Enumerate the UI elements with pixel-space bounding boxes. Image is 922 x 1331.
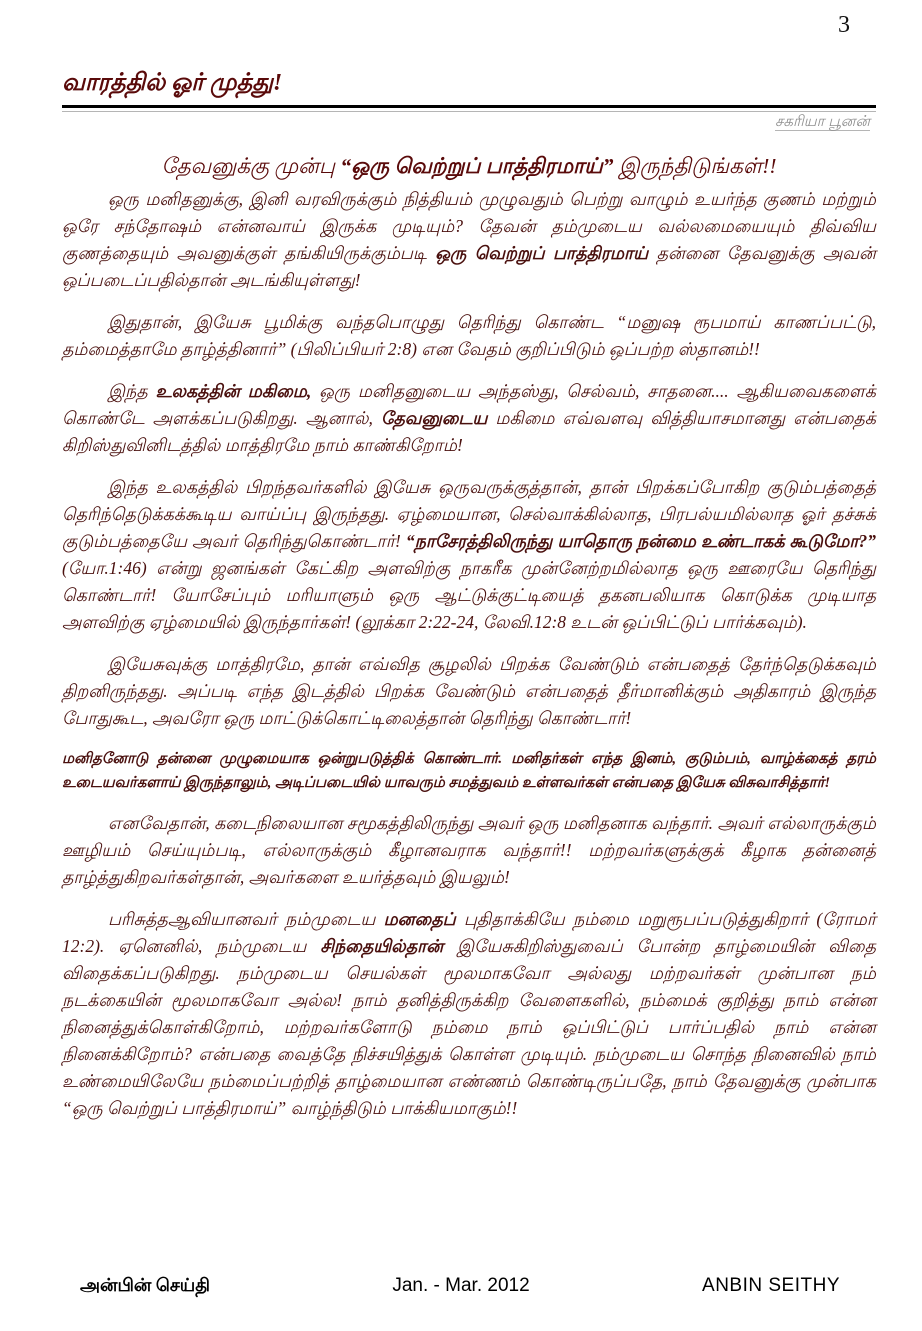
text-segment: மனிதனோடு தன்னை முழுமையாக ஒன்றுபடுத்திக் கொண்டார். மனிதர்கள் எந்த இனம், குடும்பம், வாழ்க்கைத் தரம் உடையவர்களாய் இருந்தாலும், அடிப்படையில் யாவரும் சமத்துவம் உள்ளவர்கள் என்பதை இயேசு விசுவாசித்தார்!: [62, 751, 876, 791]
paragraph: [62, 474, 876, 636]
text-segment: “நாசேரத்திலிருந்து யாதொரு நன்மை உண்டாகக் கூடுமோ?”: [405, 531, 876, 551]
text-segment: தேவனுடைய: [380, 408, 488, 428]
text-segment: இதுதான், இயேசு பூமிக்கு வந்தபொழுது தெரிந்து கொண்ட: [108, 312, 617, 332]
paragraph: [62, 747, 876, 795]
text-segment: தன்னை தேவனுக்கு அவன் ஒப்படைப்பதில்தான் அடங்கியுள்ளது!: [62, 243, 876, 290]
footer-publication-tamil: அன்பின் செய்தி: [80, 1275, 210, 1295]
text-segment: மனதைப்: [383, 909, 456, 929]
paragraph: [62, 309, 876, 363]
author-name: சகரியா பூனன்: [775, 114, 870, 130]
text-segment: என வேதம் குறிப்பிடும் ஒப்பற்ற ஸ்தானம்!!: [416, 339, 760, 359]
page-footer: [0, 1275, 922, 1305]
masthead-rule: [62, 111, 876, 112]
text-segment: சிந்தையில்தான்: [320, 936, 444, 956]
paragraph: [62, 651, 876, 732]
paragraph: [62, 378, 876, 459]
page-number: 3: [838, 12, 850, 38]
text-segment: (யோ.1:46) என்று ஜனங்கள் கேட்கிற அளவிற்கு நாகரீக முன்னேற்றமில்லாத ஒரு ஊரையே தெரிந்து கொண்டார்! யோசேப்பும் மரியாளும் ஒரு ஆட்டுக்குட்டியைத் தகனபலியாக கொடுக்க முடியாத அளவிற்கு ஏழ்மையில் இருந்தார்கள்! (லூக்கா 2:22-24, லேவி.12:8 உடன் ஒப்பிட்டுப் பார்க்கவும்).: [62, 558, 876, 632]
text-segment: இயேசுவுக்கு மாத்திரமே, தான் எவ்வித சூழலில் பிறக்க வேண்டும் என்பதைத் தேர்ந்தெடுக்கவும் திறனிருந்தது. அப்படி எந்த இடத்தில் பிறக்க வேண்டும் என்பதைத் தீர்மானிக்கும் அதிகாரம் இருந்த போதுகூட, அவரோ ஒரு மாட்டுக்கொட்டிலைத்தான் தெரிந்து கொண்டார்!: [62, 654, 876, 728]
article-body: [62, 186, 876, 1137]
text-segment: “ஒரு வெற்றுப் பாத்திரமாய்”: [340, 154, 614, 179]
masthead-section: [62, 70, 876, 132]
text-segment: பரிசுத்தஆவியானவர் நம்முடைய: [108, 909, 384, 929]
text-segment: “ஒரு வெற்றுப் பாத்திரமாய்”: [62, 1098, 287, 1118]
paragraph: [62, 810, 876, 891]
paragraph: [62, 186, 876, 294]
text-segment: இருந்திடுங்கள்!!: [613, 154, 777, 179]
text-segment: ஒரு மனிதனுடைய அந்தஸ்து, செல்வம், சாதனை.... ஆகியவைகளைக் கொண்டே அளக்கப்படுகிறது. ஆனால்,: [62, 381, 876, 428]
article-title: [62, 154, 876, 181]
text-segment: புதிதாக்கியே நம்மை மறுரூபப்படுத்துகிறார் (ரோமர் 12:2). ஏனெனில், நம்முடைய: [62, 909, 876, 956]
footer-issue-date: Jan. - Mar. 2012: [392, 1275, 530, 1296]
text-segment: இயேசுகிறிஸ்துவைப் போன்ற தாழ்மையின் விதை விதைக்கப்படுகிறது. நம்முடைய செயல்கள் மூலமாகவோ அல்லது மற்றவர்கள் முன்பான நம் நடக்கையின் மூலமாகவோ அல்ல! நாம் தனித்திருக்கிற வேளைகளில், நம்மைக் குறித்து நாம் என்ன நினைத்துக்கொள்கிறோம், மற்றவர்களோடு நம்மை நாம் ஒப்பிட்டுப் பார்ப்பதில் நாம் என்ன நினைக்கிறோம்? என்பதை வைத்தே நிச்சயித்துக் கொள்ள முடியும். நம்முடைய சொந்த நினைவில் நாம் உண்மையிலேயே நம்மைப்பற்றித் தாழ்மையான எண்ணம் கொண்டிருப்பதே, நாம் தேவனுக்கு முன்பாக: [62, 936, 877, 1091]
text-segment: இந்த உலகத்தில் பிறந்தவர்களில் இயேசு ஒருவருக்குத்தான், தான் பிறக்கப்போகிற குடும்பத்தைத் தெரிந்தெடுக்கக்கூடிய வாய்ப்பு இருந்தது. ஏழ்மையான, செல்வாக்கில்லாத, பிரபல்யமில்லாத ஓர் தச்சுக் குடும்பத்தையே அவர் தெரிந்துகொண்டார்!: [62, 477, 876, 551]
paragraph: [62, 906, 876, 1122]
text-segment: மகிமை எவ்வளவு வித்தியாசமானது என்பதைக் கிறிஸ்துவினிடத்தில் மாத்திரமே நாம் காண்கிறோம்!: [62, 408, 876, 455]
text-segment: உலகத்தின் மகிமை,: [155, 381, 312, 401]
text-segment: வாழ்ந்திடும் பாக்கியமாகும்!!: [286, 1098, 518, 1118]
text-segment: எனவேதான், கடைநிலையான சமூகத்திலிருந்து அவர் ஒரு மனிதனாக வந்தார். அவர் எல்லாருக்கும் ஊழியம் செய்யும்படி, எல்லாருக்கும் கீழானவராக வந்தார்!! மற்றவர்களுக்குக் கீழாக தன்னைத் தாழ்த்துகிறவர்கள்தான், அவர்களை உயர்த்தவும் இயலும்!: [62, 813, 876, 887]
footer-publication-english: ANBIN SEITHY: [702, 1275, 840, 1296]
text-segment: ஒரு வெற்றுப் பாத்திரமாய்: [435, 243, 649, 263]
masthead-title: வாரத்தில் ஓர் முத்து!: [62, 70, 876, 108]
text-segment: தேவனுக்கு முன்பு: [161, 154, 341, 179]
text-segment: ஒரு மனிதனுக்கு, இனி வரவிருக்கும் நித்தியம் முழுவதும் பெற்று வாழும் உயர்ந்த குணம் மற்றும் ஒரே சந்தோஷம் என்னவாய் இருக்க முடியும்? தேவன் தம்முடைய வல்லமையையும் திவ்விய குணத்தையும் அவனுக்குள் தங்கியிருக்கும்படி: [62, 189, 876, 263]
text-segment: இந்த: [108, 381, 156, 401]
text-segment: “மனுஷ ரூபமாய் காணப்பட்டு, தம்மைத்தாமே தாழ்த்தினார்” (பிலிப்பியர் 2:8): [62, 312, 877, 359]
author-credit: [62, 113, 876, 132]
